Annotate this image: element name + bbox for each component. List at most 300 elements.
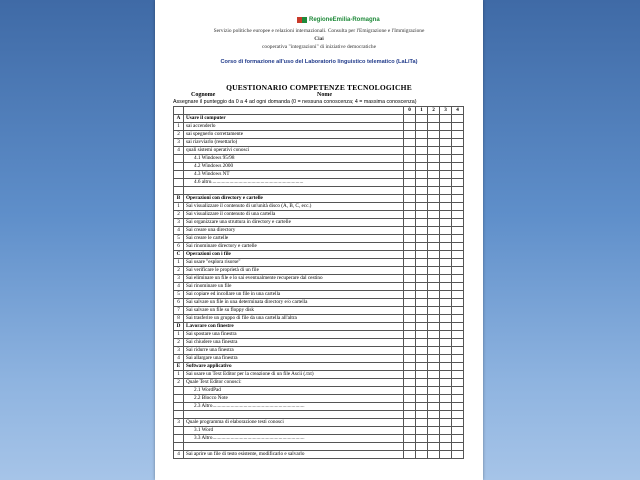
score-cell-3[interactable] — [440, 179, 452, 187]
score-cell-1[interactable] — [416, 211, 428, 219]
score-cell-2[interactable] — [428, 315, 440, 323]
score-cell-2 — [428, 379, 440, 387]
score-cell-2[interactable] — [428, 235, 440, 243]
question-row — [174, 179, 464, 187]
score-cell-4 — [452, 323, 464, 331]
score-cell-2[interactable] — [428, 211, 440, 219]
score-cell-1[interactable] — [416, 395, 428, 403]
question-row — [174, 203, 464, 211]
score-cell-1[interactable] — [416, 243, 428, 251]
row-number: 4 — [174, 147, 184, 155]
score-cell-4[interactable] — [452, 219, 464, 227]
score-cell-1[interactable] — [416, 267, 428, 275]
score-cell-4[interactable] — [452, 339, 464, 347]
score-cell-0[interactable] — [404, 395, 416, 403]
course-title: Corso di formazione all'uso del Laboratorio linguistico telematico (LaLiTa) — [220, 59, 418, 65]
score-cell-3 — [440, 187, 452, 195]
question-text: Sai rinominare directory e cartelle — [184, 243, 404, 251]
row-number — [174, 171, 184, 179]
score-cell-1 — [416, 187, 428, 195]
score-cell-1 — [416, 323, 428, 331]
score-cell-4 — [452, 147, 464, 155]
score-cell-4[interactable] — [452, 123, 464, 131]
score-cell-1[interactable] — [416, 307, 428, 315]
score-cell-4[interactable] — [452, 371, 464, 379]
score-cell-0[interactable] — [404, 203, 416, 211]
score-cell-2[interactable] — [428, 155, 440, 163]
question-text: quali sistemi operativi conosci — [184, 147, 404, 155]
question-text: 2.3 Altro....................................................................... — [184, 403, 404, 411]
header-line-2: Ciai — [314, 36, 324, 42]
score-cell-3 — [440, 363, 452, 371]
score-cell-4[interactable] — [452, 427, 464, 435]
score-cell-2[interactable] — [428, 243, 440, 251]
row-number: A — [174, 115, 184, 123]
score-cell-4[interactable] — [452, 227, 464, 235]
score-cell-0[interactable] — [404, 267, 416, 275]
score-cell-0[interactable] — [404, 403, 416, 411]
score-cell-3 — [440, 419, 452, 427]
score-cell-4[interactable] — [452, 283, 464, 291]
score-cell-4[interactable] — [452, 403, 464, 411]
score-cell-4[interactable] — [452, 331, 464, 339]
score-cell-4[interactable] — [452, 203, 464, 211]
score-cell-0[interactable] — [404, 387, 416, 395]
question-row — [174, 211, 464, 219]
section-title: Operazioni con i file — [184, 251, 404, 259]
score-cell-1[interactable] — [416, 235, 428, 243]
score-cell-2 — [428, 323, 440, 331]
score-cell-2[interactable] — [428, 331, 440, 339]
score-cell-2[interactable] — [428, 435, 440, 443]
score-cell-2[interactable] — [428, 283, 440, 291]
score-cell-4[interactable] — [452, 395, 464, 403]
question-row — [174, 419, 464, 427]
score-cell-0 — [404, 379, 416, 387]
score-cell-0[interactable] — [404, 331, 416, 339]
score-cell-3[interactable] — [440, 387, 452, 395]
score-cell-3[interactable] — [440, 339, 452, 347]
score-cell-3[interactable] — [440, 227, 452, 235]
row-number — [174, 403, 184, 411]
score-cell-1[interactable] — [416, 283, 428, 291]
score-cell-3 — [440, 323, 452, 331]
question-text: 2.1 WordPad — [184, 387, 404, 395]
score-cell-1 — [416, 419, 428, 427]
score-cell-1[interactable] — [416, 355, 428, 363]
score-cell-1[interactable] — [416, 339, 428, 347]
row-number: 3 — [174, 347, 184, 355]
score-cell-3[interactable] — [440, 291, 452, 299]
document-page — [155, 0, 483, 480]
score-cell-3[interactable] — [440, 451, 452, 459]
score-cell-1[interactable] — [416, 451, 428, 459]
question-text: Quale programma di elaborazione testi conosci — [184, 419, 404, 427]
score-cell-3[interactable] — [440, 275, 452, 283]
score-cell-4[interactable] — [452, 155, 464, 163]
score-cell-3[interactable] — [440, 331, 452, 339]
question-text: Sai salvare un file in una determinata directory e/o cartella — [184, 299, 404, 307]
question-row — [174, 227, 464, 235]
row-number — [174, 435, 184, 443]
score-cell-1[interactable] — [416, 387, 428, 395]
score-cell-4[interactable] — [452, 163, 464, 171]
score-cell-1[interactable] — [416, 219, 428, 227]
row-number: 2 — [174, 379, 184, 387]
score-cell-2[interactable] — [428, 139, 440, 147]
row-number: 4 — [174, 451, 184, 459]
question-row — [174, 219, 464, 227]
score-cell-2[interactable] — [428, 219, 440, 227]
row-number: B — [174, 195, 184, 203]
score-cell-1[interactable] — [416, 435, 428, 443]
question-text: Sai aprire un file di testo esistente, modificarlo e salvarlo — [184, 451, 404, 459]
score-cell-4[interactable] — [452, 275, 464, 283]
score-cell-0[interactable] — [404, 179, 416, 187]
score-cell-3[interactable] — [440, 139, 452, 147]
score-cell-3 — [440, 147, 452, 155]
score-cell-2[interactable] — [428, 307, 440, 315]
score-cell-4[interactable] — [452, 315, 464, 323]
score-cell-1[interactable] — [416, 171, 428, 179]
score-cell-2[interactable] — [428, 171, 440, 179]
score-cell-0[interactable] — [404, 371, 416, 379]
score-cell-4[interactable] — [452, 299, 464, 307]
score-header: 2 — [428, 107, 440, 115]
score-cell-3[interactable] — [440, 163, 452, 171]
score-cell-4 — [452, 419, 464, 427]
question-row — [174, 379, 464, 387]
score-cell-4[interactable] — [452, 235, 464, 243]
score-cell-0[interactable] — [404, 163, 416, 171]
score-cell-2[interactable] — [428, 299, 440, 307]
score-cell-0[interactable] — [404, 291, 416, 299]
score-cell-0[interactable] — [404, 243, 416, 251]
question-text: Sai visualizzare il contenuto di un'unità disco (A, B, C, ecc.) — [184, 203, 404, 211]
question-text: 4.6 altro....................................................................... — [184, 179, 404, 187]
score-cell-0[interactable] — [404, 299, 416, 307]
score-cell-2[interactable] — [428, 371, 440, 379]
score-cell-2[interactable] — [428, 347, 440, 355]
score-cell-2[interactable] — [428, 291, 440, 299]
score-cell-1[interactable] — [416, 203, 428, 211]
score-cell-0[interactable] — [404, 435, 416, 443]
question-text: 3.3 Altro....................................................................... — [184, 435, 404, 443]
score-cell-0[interactable] — [404, 355, 416, 363]
score-cell-0[interactable] — [404, 427, 416, 435]
instructions: Assegnare il punteggio da 0 a 4 ad ogni domanda (0 = nessuna conoscenza; 4 = massima conoscenza) — [173, 99, 417, 105]
score-cell-2[interactable] — [428, 163, 440, 171]
question-text: Sai rinominare un file — [184, 283, 404, 291]
question-row — [174, 411, 464, 419]
row-number: 2 — [174, 211, 184, 219]
score-cell-1[interactable] — [416, 123, 428, 131]
score-cell-2[interactable] — [428, 267, 440, 275]
score-cell-3 — [440, 115, 452, 123]
score-cell-1[interactable] — [416, 299, 428, 307]
question-text: Sai salvare un file su floppy disk — [184, 307, 404, 315]
score-cell-0[interactable] — [404, 211, 416, 219]
score-cell-4[interactable] — [452, 179, 464, 187]
score-cell-2 — [428, 147, 440, 155]
score-cell-0[interactable] — [404, 315, 416, 323]
score-cell-0[interactable] — [404, 347, 416, 355]
row-number: 1 — [174, 331, 184, 339]
section-title: Usare il computer — [184, 115, 404, 123]
row-number — [174, 387, 184, 395]
score-cell-0 — [404, 251, 416, 259]
score-cell-2[interactable] — [428, 179, 440, 187]
score-cell-1 — [416, 147, 428, 155]
score-cell-2[interactable] — [428, 275, 440, 283]
score-cell-3[interactable] — [440, 243, 452, 251]
question-row — [174, 123, 464, 131]
score-cell-1[interactable] — [416, 331, 428, 339]
score-cell-3[interactable] — [440, 203, 452, 211]
score-cell-2[interactable] — [428, 427, 440, 435]
score-cell-2[interactable] — [428, 227, 440, 235]
question-row — [174, 275, 464, 283]
question-text: 4.2 Windows 2000 — [184, 163, 404, 171]
score-cell-0[interactable] — [404, 339, 416, 347]
row-number: 1 — [174, 123, 184, 131]
score-cell-0 — [404, 411, 416, 419]
question-row — [174, 315, 464, 323]
score-cell-1[interactable] — [416, 179, 428, 187]
row-number: 1 — [174, 259, 184, 267]
score-cell-4 — [452, 115, 464, 123]
question-row — [174, 435, 464, 443]
score-cell-1[interactable] — [416, 403, 428, 411]
section-row — [174, 195, 464, 203]
row-number: 3 — [174, 275, 184, 283]
score-cell-1 — [416, 411, 428, 419]
question-row — [174, 155, 464, 163]
questionnaire-table — [173, 106, 464, 459]
score-cell-2[interactable] — [428, 387, 440, 395]
question-row — [174, 443, 464, 451]
score-cell-0[interactable] — [404, 219, 416, 227]
score-cell-4 — [452, 251, 464, 259]
question-row — [174, 267, 464, 275]
score-cell-2 — [428, 251, 440, 259]
score-cell-3[interactable] — [440, 435, 452, 443]
score-cell-0[interactable] — [404, 235, 416, 243]
score-cell-2[interactable] — [428, 131, 440, 139]
score-header-row — [174, 107, 464, 115]
score-cell-3[interactable] — [440, 219, 452, 227]
question-row — [174, 171, 464, 179]
question-text: Sai ridurre una finestra — [184, 347, 404, 355]
score-cell-4[interactable] — [452, 211, 464, 219]
score-cell-2 — [428, 411, 440, 419]
score-cell-3[interactable] — [440, 371, 452, 379]
score-cell-3[interactable] — [440, 299, 452, 307]
score-cell-4 — [452, 411, 464, 419]
question-row — [174, 235, 464, 243]
question-row — [174, 259, 464, 267]
row-number: 5 — [174, 291, 184, 299]
score-header: 3 — [440, 107, 452, 115]
row-number: E — [174, 363, 184, 371]
score-cell-4 — [452, 195, 464, 203]
score-cell-3[interactable] — [440, 427, 452, 435]
score-cell-3[interactable] — [440, 259, 452, 267]
score-cell-2[interactable] — [428, 123, 440, 131]
questionnaire-title: QUESTIONARIO COMPETENZE TECNOLOGICHE — [226, 83, 412, 92]
section-title: Lavorare con finestre — [184, 323, 404, 331]
score-cell-0[interactable] — [404, 259, 416, 267]
score-cell-3[interactable] — [440, 235, 452, 243]
score-cell-2[interactable] — [428, 403, 440, 411]
score-cell-3[interactable] — [440, 395, 452, 403]
score-cell-4[interactable] — [452, 131, 464, 139]
score-cell-1[interactable] — [416, 347, 428, 355]
row-number: 4 — [174, 355, 184, 363]
score-cell-3[interactable] — [440, 155, 452, 163]
score-cell-0 — [404, 419, 416, 427]
question-row — [174, 371, 464, 379]
score-cell-2[interactable] — [428, 451, 440, 459]
score-cell-4[interactable] — [452, 259, 464, 267]
score-cell-1[interactable] — [416, 163, 428, 171]
row-number: 6 — [174, 299, 184, 307]
row-number: 7 — [174, 307, 184, 315]
region-logo — [297, 17, 380, 23]
score-header: 1 — [416, 107, 428, 115]
score-cell-3[interactable] — [440, 131, 452, 139]
score-cell-3[interactable] — [440, 267, 452, 275]
question-text: Sai creare una directory — [184, 227, 404, 235]
score-cell-1[interactable] — [416, 291, 428, 299]
header-line-3: cooperativa "integrazioni" di iniziative democratiche — [262, 44, 376, 50]
score-cell-4 — [452, 363, 464, 371]
row-number — [174, 187, 184, 195]
score-cell-4[interactable] — [452, 387, 464, 395]
score-cell-0[interactable] — [404, 139, 416, 147]
score-cell-3[interactable] — [440, 315, 452, 323]
score-cell-3 — [440, 443, 452, 451]
score-cell-1[interactable] — [416, 227, 428, 235]
score-cell-3[interactable] — [440, 171, 452, 179]
row-number: 1 — [174, 371, 184, 379]
section-row — [174, 115, 464, 123]
score-cell-0[interactable] — [404, 451, 416, 459]
row-number: 4 — [174, 227, 184, 235]
row-number — [174, 179, 184, 187]
score-cell-3[interactable] — [440, 403, 452, 411]
question-row — [174, 395, 464, 403]
score-cell-1[interactable] — [416, 427, 428, 435]
score-cell-4[interactable] — [452, 267, 464, 275]
score-cell-2[interactable] — [428, 259, 440, 267]
header-line-1: Servizio politiche europee e relazioni internazionali. Consulta per l'Emigrazione e l'Immigrazione — [213, 28, 425, 34]
score-cell-1[interactable] — [416, 315, 428, 323]
score-cell-0[interactable] — [404, 171, 416, 179]
score-cell-1 — [416, 195, 428, 203]
score-cell-4[interactable] — [452, 291, 464, 299]
score-cell-0 — [404, 443, 416, 451]
score-cell-1[interactable] — [416, 131, 428, 139]
score-cell-0[interactable] — [404, 131, 416, 139]
row-number: D — [174, 323, 184, 331]
score-cell-4 — [452, 379, 464, 387]
row-number — [174, 427, 184, 435]
score-cell-4[interactable] — [452, 451, 464, 459]
score-cell-2[interactable] — [428, 203, 440, 211]
score-cell-3[interactable] — [440, 283, 452, 291]
question-text: 4.1 Windows 95/98 — [184, 155, 404, 163]
score-cell-4[interactable] — [452, 347, 464, 355]
score-cell-2[interactable] — [428, 355, 440, 363]
score-cell-3[interactable] — [440, 347, 452, 355]
score-cell-4[interactable] — [452, 243, 464, 251]
score-cell-0[interactable] — [404, 283, 416, 291]
score-cell-0 — [404, 363, 416, 371]
score-cell-1 — [416, 379, 428, 387]
score-cell-3 — [440, 251, 452, 259]
score-cell-0[interactable] — [404, 123, 416, 131]
question-text: sai spegnerlo correttamente — [184, 131, 404, 139]
row-number — [174, 395, 184, 403]
score-cell-0[interactable] — [404, 227, 416, 235]
question-text: Sai usare un Text Editor per la creazione di un file Ascii (.txt) — [184, 371, 404, 379]
score-cell-0[interactable] — [404, 307, 416, 315]
score-cell-2 — [428, 363, 440, 371]
score-cell-2[interactable] — [428, 339, 440, 347]
score-cell-1[interactable] — [416, 155, 428, 163]
question-text: Sai usare "esplora risorse" — [184, 259, 404, 267]
score-cell-4[interactable] — [452, 435, 464, 443]
section-row — [174, 323, 464, 331]
score-cell-4[interactable] — [452, 355, 464, 363]
score-cell-3[interactable] — [440, 355, 452, 363]
score-cell-0[interactable] — [404, 275, 416, 283]
score-cell-2 — [428, 115, 440, 123]
question-row — [174, 387, 464, 395]
question-text: Quale Text Editor conosci: — [184, 379, 404, 387]
score-cell-3[interactable] — [440, 211, 452, 219]
score-cell-2[interactable] — [428, 395, 440, 403]
score-cell-0[interactable] — [404, 155, 416, 163]
score-cell-1[interactable] — [416, 259, 428, 267]
section-title: Operazioni con directory e cartelle — [184, 195, 404, 203]
score-cell-4[interactable] — [452, 171, 464, 179]
question-row — [174, 347, 464, 355]
score-cell-2 — [428, 419, 440, 427]
question-text: Sai visualizzare il contenuto di una cartella — [184, 211, 404, 219]
row-number — [174, 411, 184, 419]
question-row — [174, 299, 464, 307]
row-number — [174, 163, 184, 171]
header-blank — [184, 107, 404, 115]
region-logo-icon — [297, 17, 307, 23]
section-row — [174, 363, 464, 371]
score-cell-3[interactable] — [440, 307, 452, 315]
nome-label: Nome — [317, 92, 332, 98]
score-cell-1 — [416, 363, 428, 371]
question-row — [174, 355, 464, 363]
score-cell-1[interactable] — [416, 139, 428, 147]
score-cell-1[interactable] — [416, 275, 428, 283]
score-cell-4[interactable] — [452, 307, 464, 315]
question-text: Sai creare le cartelle — [184, 235, 404, 243]
score-cell-4[interactable] — [452, 139, 464, 147]
score-cell-1[interactable] — [416, 371, 428, 379]
score-cell-3[interactable] — [440, 123, 452, 131]
header-blank — [174, 107, 184, 115]
row-number: 3 — [174, 419, 184, 427]
